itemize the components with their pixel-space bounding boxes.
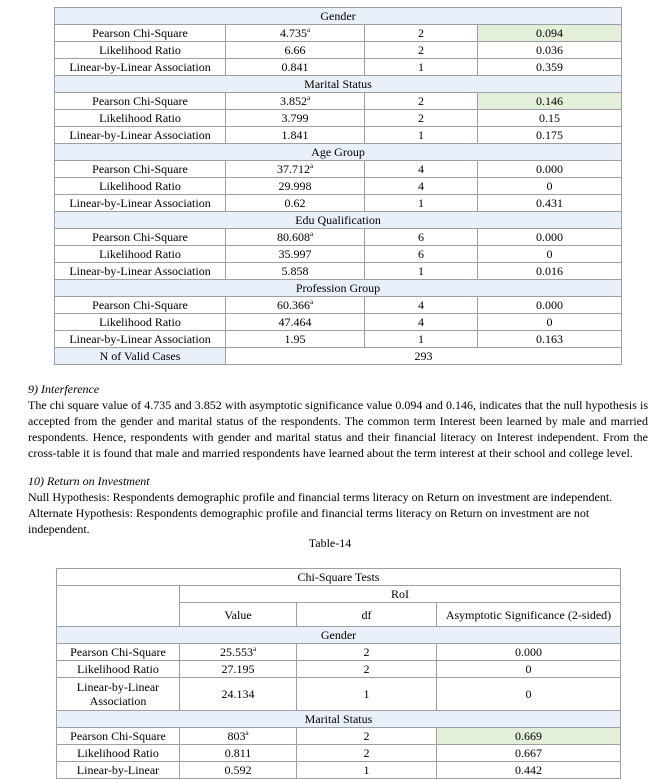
significance-cell: 0.431	[478, 195, 622, 212]
chi-square-table-14	[56, 568, 621, 779]
table-row	[55, 161, 622, 178]
value-text: 3.799	[281, 111, 309, 125]
group-header-row	[55, 76, 622, 93]
significance-cell: 0.000	[478, 229, 622, 246]
column-header-significance: Asymptotic Significance (2-sided)	[437, 603, 621, 627]
significance-cell: 0.359	[478, 59, 622, 76]
df-cell: 1	[297, 678, 437, 711]
table-row	[55, 246, 622, 263]
value-cell	[226, 110, 365, 127]
group-title: Gender	[57, 627, 621, 644]
value-cell	[226, 25, 365, 42]
row-label: Likelihood Ratio	[55, 178, 226, 195]
value-text: 1.95	[284, 332, 306, 346]
significance-cell: 0.036	[478, 42, 622, 59]
corner-cell	[57, 586, 180, 603]
table-14-caption: Table-14	[308, 536, 352, 550]
df-cell: 4	[365, 178, 478, 195]
group-header-row	[55, 8, 622, 25]
significance-cell: 0.669	[437, 728, 621, 745]
value-cell	[226, 229, 365, 246]
row-label: Linear-by-Linear Association	[55, 263, 226, 280]
significance-cell: 0.000	[478, 161, 622, 178]
df-cell: 2	[297, 661, 437, 678]
footnote-marker: a	[245, 729, 249, 737]
table-row	[57, 762, 621, 779]
value-text: 80.608	[276, 230, 310, 244]
row-label: Likelihood Ratio	[55, 246, 226, 263]
df-cell: 4	[365, 161, 478, 178]
row-label: Linear-by-Linear Association	[57, 678, 180, 711]
value-cell	[180, 661, 297, 678]
significance-cell: 0	[478, 314, 622, 331]
df-cell: 2	[297, 745, 437, 762]
df-cell: 2	[297, 728, 437, 745]
value-text: 6.66	[284, 43, 306, 57]
value-text: 24.134	[221, 687, 255, 701]
table-row	[55, 93, 622, 110]
section-10-heading: 10) Return on Investment	[28, 474, 150, 488]
value-text: 0.811	[224, 746, 252, 760]
table-row	[57, 745, 621, 762]
value-text: 1.841	[281, 128, 309, 142]
table-row	[57, 678, 621, 711]
footnote-marker: a	[252, 645, 257, 653]
group-title: Gender	[55, 8, 622, 25]
df-cell: 6	[365, 229, 478, 246]
df-cell: 2	[365, 110, 478, 127]
value-cell	[226, 246, 365, 263]
column-header-value: Value	[180, 603, 297, 627]
value-cell	[226, 297, 365, 314]
null-hypothesis: Null Hypothesis: Respondents demographic profile and financial terms literacy on Return on investment are independent.	[28, 490, 613, 504]
row-label: Likelihood Ratio	[55, 110, 226, 127]
significance-cell: 0	[437, 678, 621, 711]
df-cell: 1	[365, 263, 478, 280]
value-cell	[180, 644, 297, 661]
df-cell: 1	[297, 762, 437, 779]
value-cell	[226, 59, 365, 76]
value-text: 27.195	[221, 662, 255, 676]
value-cell	[226, 93, 365, 110]
row-label: Pearson Chi-Square	[55, 229, 226, 246]
value-cell	[226, 263, 365, 280]
value-text: 35.997	[278, 247, 312, 261]
chi-square-table-13	[54, 7, 622, 365]
row-label: Pearson Chi-Square	[55, 297, 226, 314]
group-header-row	[57, 711, 621, 728]
group-title: Marital Status	[55, 76, 622, 93]
value-cell	[226, 161, 365, 178]
table-row	[55, 25, 622, 42]
significance-cell: 0	[478, 246, 622, 263]
group-title: Age Group	[55, 144, 622, 161]
group-header-row	[55, 144, 622, 161]
row-label: Linear-by-Linear Association	[55, 331, 226, 348]
value-cell	[226, 314, 365, 331]
table-row	[55, 195, 622, 212]
table-row	[55, 331, 622, 348]
table-row	[55, 263, 622, 280]
value-text: 0.62	[284, 196, 306, 210]
group-title: Marital Status	[57, 711, 621, 728]
row-label: Pearson Chi-Square	[57, 644, 180, 661]
group-header-row	[55, 280, 622, 297]
significance-cell: 0.146	[478, 93, 622, 110]
significance-cell: 0.016	[478, 263, 622, 280]
row-label: Likelihood Ratio	[57, 745, 180, 762]
significance-cell: 0.163	[478, 331, 622, 348]
footnote-marker: a	[309, 162, 314, 170]
value-text: 25.553	[219, 645, 253, 659]
row-label: Linear-by-Linear	[57, 762, 180, 779]
row-label: Likelihood Ratio	[57, 661, 180, 678]
df-cell: 2	[365, 42, 478, 59]
table-row	[55, 59, 622, 76]
row-label: Linear-by-Linear Association	[55, 195, 226, 212]
table-row	[57, 661, 621, 678]
row-label: Pearson Chi-Square	[55, 25, 226, 42]
roi-group-header: RoI	[180, 586, 621, 603]
df-cell: 1	[365, 195, 478, 212]
df-cell: 1	[365, 127, 478, 144]
table-row	[57, 728, 621, 745]
section-9-heading: 9) Interference	[28, 382, 100, 396]
significance-cell: 0.15	[478, 110, 622, 127]
value-text: 4.735	[279, 26, 307, 40]
df-cell: 2	[297, 644, 437, 661]
table-row	[55, 297, 622, 314]
group-header-row	[57, 627, 621, 644]
significance-cell: 0.442	[437, 762, 621, 779]
table-row	[55, 127, 622, 144]
row-label: Linear-by-Linear Association	[55, 127, 226, 144]
value-text: 60.366	[276, 298, 310, 312]
alternate-hypothesis: Alternate Hypothesis: Respondents demographic profile and financial terms literacy on Return on investment are not independent.	[28, 506, 590, 536]
table-row	[55, 110, 622, 127]
valid-cases-value: 293	[226, 348, 622, 365]
row-label: Pearson Chi-Square	[55, 161, 226, 178]
value-cell	[180, 762, 297, 779]
value-cell	[226, 42, 365, 59]
table-row	[55, 178, 622, 195]
footnote-marker: a	[309, 230, 314, 238]
significance-cell: 0.667	[437, 745, 621, 762]
value-cell	[226, 331, 365, 348]
df-cell: 4	[365, 297, 478, 314]
significance-cell: 0.000	[478, 297, 622, 314]
valid-cases-label: N of Valid Cases	[55, 348, 226, 365]
row-label: Linear-by-Linear Association	[55, 59, 226, 76]
df-cell: 2	[365, 93, 478, 110]
table-row	[55, 314, 622, 331]
value-cell	[226, 195, 365, 212]
significance-cell: 0.000	[437, 644, 621, 661]
table-row	[57, 644, 621, 661]
table-row	[55, 229, 622, 246]
df-cell: 1	[365, 59, 478, 76]
footnote-marker: a	[309, 298, 314, 306]
row-label: Likelihood Ratio	[55, 42, 226, 59]
row-label: Pearson Chi-Square	[55, 93, 226, 110]
column-header-df: df	[297, 603, 437, 627]
group-title: Edu Qualification	[55, 212, 622, 229]
df-cell: 1	[365, 331, 478, 348]
table-row	[55, 42, 622, 59]
significance-cell: 0	[437, 661, 621, 678]
value-text: 3.852	[279, 94, 307, 108]
section-9-paragraph: The chi square value of 4.735 and 3.852 with asymptotic significance value 0.094 and 0.146, indicates that the null hypothesis is accepted from the gender and marital status of the respondents. The common term Interest been learned by male and married respondents. Hence, respondents with gender and marital status and their financial literacy on Interest independent. From the cross-table it is found that male and married respondents have learned about the term interest at their school and college level.	[28, 398, 648, 460]
valid-cases-row	[55, 348, 622, 365]
corner-cell-lower	[57, 603, 180, 627]
significance-cell: 0.175	[478, 127, 622, 144]
footnote-marker: a	[306, 26, 311, 34]
value-text: 29.998	[278, 179, 312, 193]
table-title: Chi-Square Tests	[57, 569, 621, 586]
significance-cell: 0	[478, 178, 622, 195]
group-header-row	[55, 212, 622, 229]
row-label: Pearson Chi-Square	[57, 728, 180, 745]
df-cell: 4	[365, 314, 478, 331]
value-text: 37.712	[276, 162, 310, 176]
value-cell	[180, 678, 297, 711]
value-text: 803	[227, 729, 246, 743]
significance-cell: 0.094	[478, 25, 622, 42]
value-cell	[180, 745, 297, 762]
value-cell	[180, 728, 297, 745]
value-text: 0.841	[281, 60, 309, 74]
value-cell	[226, 178, 365, 195]
value-text: 0.592	[224, 763, 252, 777]
value-cell	[226, 127, 365, 144]
value-text: 47.464	[278, 315, 312, 329]
group-title: Profession Group	[55, 280, 622, 297]
df-cell: 2	[365, 25, 478, 42]
footnote-marker: a	[306, 94, 311, 102]
row-label: Likelihood Ratio	[55, 314, 226, 331]
value-text: 5.858	[281, 264, 309, 278]
df-cell: 6	[365, 246, 478, 263]
